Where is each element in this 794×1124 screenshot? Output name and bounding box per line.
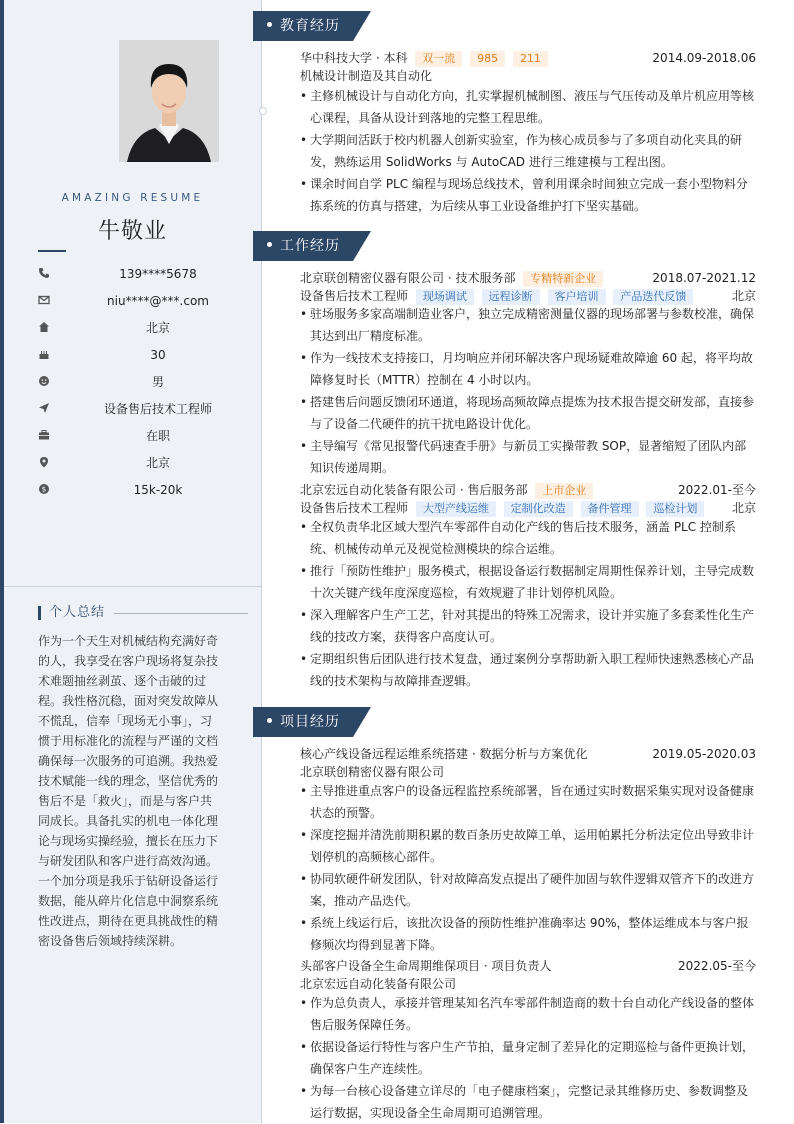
project-title-row xyxy=(300,745,756,763)
profile-photo xyxy=(119,40,219,162)
info-location: 北京 xyxy=(38,454,248,472)
list-item: • 协同软硬件研发团队，针对故障高发点提出了硬件加固与软件逻辑双管齐下的改进方案，推动产品迭代。 xyxy=(300,872,755,908)
summary-text: 作为一个天生对机械结构充满好奇的人，我享受在客户现场将复杂技术难题抽丝剥茧、逐个击破的过程。我性格沉稳，面对突发故障从不慌乱，信奉「现场无小事」，习惯于用标准化的流程与严谨的文档确保每一次服务的可追溯。我热爱技术赋能一线的理念，坚信优秀的售后不是「救火」，而是与客户共同成长。具备扎实的机电一体化理论与现场实操经验，擅长在压力下与研发团队和客户进行高效沟通。一个加分项是我乐于钻研设备运行数据，能从碎片化信息中洞察系统性改进点，期待在更具挑战性的精密设备售后领域持续深耕。 xyxy=(38,634,219,948)
info-gender: 男 xyxy=(38,373,248,391)
list-item: • 定期组织售后团队进行技术复盘，通过案例分享帮助新入职工程师快速熟悉核心产品线的技术架构与故障排查逻辑。 xyxy=(300,652,755,688)
list-item: • 作为总负责人，承接并管理某知名汽车零部件制造商的数十台自动化产线设备的整体售后服务保障任务。 xyxy=(300,996,755,1032)
list-item: • 驻场服务多家高端制造业客户，独立完成精密测量仪器的现场部署与参数校准，确保其达到出厂精度标准。 xyxy=(300,307,755,343)
skill-tag: 产品迭代反馈 xyxy=(613,289,693,305)
skill-tag: 定制化改造 xyxy=(504,501,573,517)
list-item: • 深入理解客户生产工艺，针对其提出的特殊工况需求，设计并实施了多套柔性化生产线的技改方案，获得客户高度认可。 xyxy=(300,608,755,644)
company-tag: 上市企业 xyxy=(535,483,593,499)
job-company: 北京联创精密仪器有限公司 · 技术服务部 xyxy=(300,271,516,285)
info-home: 北京 xyxy=(38,319,248,337)
info-phone: 139****5678 xyxy=(38,265,248,283)
job-company: 北京宏远自动化装备有限公司 · 售后服务部 xyxy=(300,483,528,497)
job-role: 设备售后技术工程师 xyxy=(300,289,409,303)
timeline-dot xyxy=(259,107,267,115)
education-school: 华中科技大学 · 本科 xyxy=(300,51,408,65)
education-major: 机械设计制造及其自动化 xyxy=(300,69,433,83)
skill-tag: 巡检计划 xyxy=(646,501,704,517)
list-item: • 依据设备运行特性与客户生产节拍，量身定制了差异化的定期巡检与备件更换计划，确保客户生产连续性。 xyxy=(300,1040,755,1076)
project-date: 2019.05-2020.03 xyxy=(652,747,756,761)
list-item: • 搭建售后问题反馈闭环通道，将现场高频故障点提炼为技术报告提交研发部，直接参与了设备二代硬件的抗干扰电路设计优化。 xyxy=(300,395,755,431)
list-item: • 作为一线技术支持接口，月均响应并闭环解决客户现场疑难故障逾 60 起，将平均故障修复时长（MTTR）控制在 4 小时以内。 xyxy=(300,351,753,387)
summary-heading xyxy=(38,603,248,623)
education-date: 2014.09-2018.06 xyxy=(652,51,756,65)
list-item: • 主导编写《常见报警代码速查手册》与新员工实操带教 SOP，显著缩短了团队内部知识传递周期。 xyxy=(300,439,747,475)
mail-icon xyxy=(38,294,50,306)
school-tag: 211 xyxy=(513,51,548,67)
list-item: • 为每一台核心设备建立详尽的「电子健康档案」，完整记录其维修历史、参数调整及运行数据，实现设备全生命周期可追溯管理。 xyxy=(300,1084,749,1120)
skill-tag: 大型产线运维 xyxy=(416,501,496,517)
list-item: • 全权负责华北区域大型汽车零部件自动化产线的售后技术服务，涵盖 PLC 控制系统、机械传动单元及视觉检测模块的综合运维。 xyxy=(300,520,736,556)
face-icon xyxy=(38,375,50,387)
job-role: 设备售后技术工程师 xyxy=(300,501,409,515)
skill-tag: 现场调试 xyxy=(416,289,474,305)
location-icon xyxy=(38,456,50,468)
sidebar-divider xyxy=(4,586,261,587)
section-work-title: 工作经历 xyxy=(280,238,340,254)
section-work-banner xyxy=(253,231,371,261)
name-underline xyxy=(38,250,66,252)
job-role-row xyxy=(300,499,756,517)
info-status: 在职 xyxy=(38,427,248,445)
list-item: • 推行「预防性维护」服务模式，根据设备运行数据制定周期性保养计划，主导完成数十次关键产线年度深度巡检，有效规避了非计划停机风险。 xyxy=(300,564,755,600)
list-item: • 深度挖掘并清洗前期积累的数百条历史故障工单，运用帕累托分析法定位出导致非计划停机的高频核心部件。 xyxy=(300,828,755,864)
summary-title: 个人总结 xyxy=(49,605,106,620)
info-salary: $ 15k-20k xyxy=(38,481,248,499)
skill-tag: 客户培训 xyxy=(548,289,606,305)
job-city: 北京 xyxy=(731,501,756,515)
company-tag: 专精特新企业 xyxy=(523,271,603,287)
info-age: 30 xyxy=(38,346,248,364)
project-title-row xyxy=(300,957,756,975)
job-date: 2018.07-2021.12 xyxy=(652,271,756,285)
project-name: 核心产线设备远程运维系统搭建 · 数据分析与方案优化 xyxy=(300,747,588,761)
job-date: 2022.01-至今 xyxy=(678,483,756,497)
job-city: 北京 xyxy=(731,289,756,303)
list-item: • 系统上线运行后，该批次设备的预防性维护准确率达 90%，整体运维成本与客户报修频次均得到显著下降。 xyxy=(300,916,749,952)
project-company: 北京宏远自动化装备有限公司 xyxy=(300,977,457,991)
project-date: 2022.05-至今 xyxy=(678,959,756,973)
briefcase-icon xyxy=(38,429,50,441)
list-item: • 大学期间活跃于校内机器人创新实验室，作为核心成员参与了多项自动化夹具的研发，熟练运用 SolidWorks 与 AutoCAD 进行三维建模与工程出图。 xyxy=(300,133,743,169)
cake-icon xyxy=(38,348,50,360)
school-tag: 985 xyxy=(470,51,505,67)
list-item: • 课余时间自学 PLC 编程与现场总线技术，曾利用课余时间独立完成一套小型物料分拣系统的仿真与搭建，为后续从事工业设备维护打下坚实基础。 xyxy=(300,177,748,213)
education-school-row xyxy=(300,49,756,67)
section-projects-banner xyxy=(253,707,371,737)
home-icon xyxy=(38,321,50,333)
send-icon xyxy=(38,402,50,414)
list-item: • 主修机械设计与自动化方向，扎实掌握机械制图、液压与气压传动及单片机应用等核心课程，具备从设计到落地的完整工程思维。 xyxy=(300,89,755,125)
job-company-row xyxy=(300,481,756,499)
phone-icon xyxy=(38,267,50,279)
section-education-title: 教育经历 xyxy=(280,18,340,34)
list-item: • 主导推进重点客户的设备远程监控系统部署，旨在通过实时数据采集实现对设备健康状态的预警。 xyxy=(300,784,755,820)
salary-icon xyxy=(38,483,50,495)
section-education-banner xyxy=(253,11,371,41)
info-position: 设备售后技术工程师 xyxy=(38,400,248,418)
info-email: niu****@***.com xyxy=(38,292,248,310)
candidate-name: 牛敬业 xyxy=(97,219,167,244)
project-company: 北京联创精密仪器有限公司 xyxy=(300,765,445,779)
resume-subtitle: AMAZING RESUME xyxy=(61,192,204,204)
section-projects-title: 项目经历 xyxy=(280,714,340,730)
job-company-row xyxy=(300,269,756,287)
skill-tag: 远程诊断 xyxy=(482,289,540,305)
sidebar xyxy=(4,0,262,1123)
skill-tag: 备件管理 xyxy=(581,501,639,517)
school-tag: 双一流 xyxy=(415,51,462,67)
project-name: 头部客户设备全生命周期维保项目 · 项目负责人 xyxy=(300,959,552,973)
svg-text:$: $ xyxy=(41,485,47,494)
